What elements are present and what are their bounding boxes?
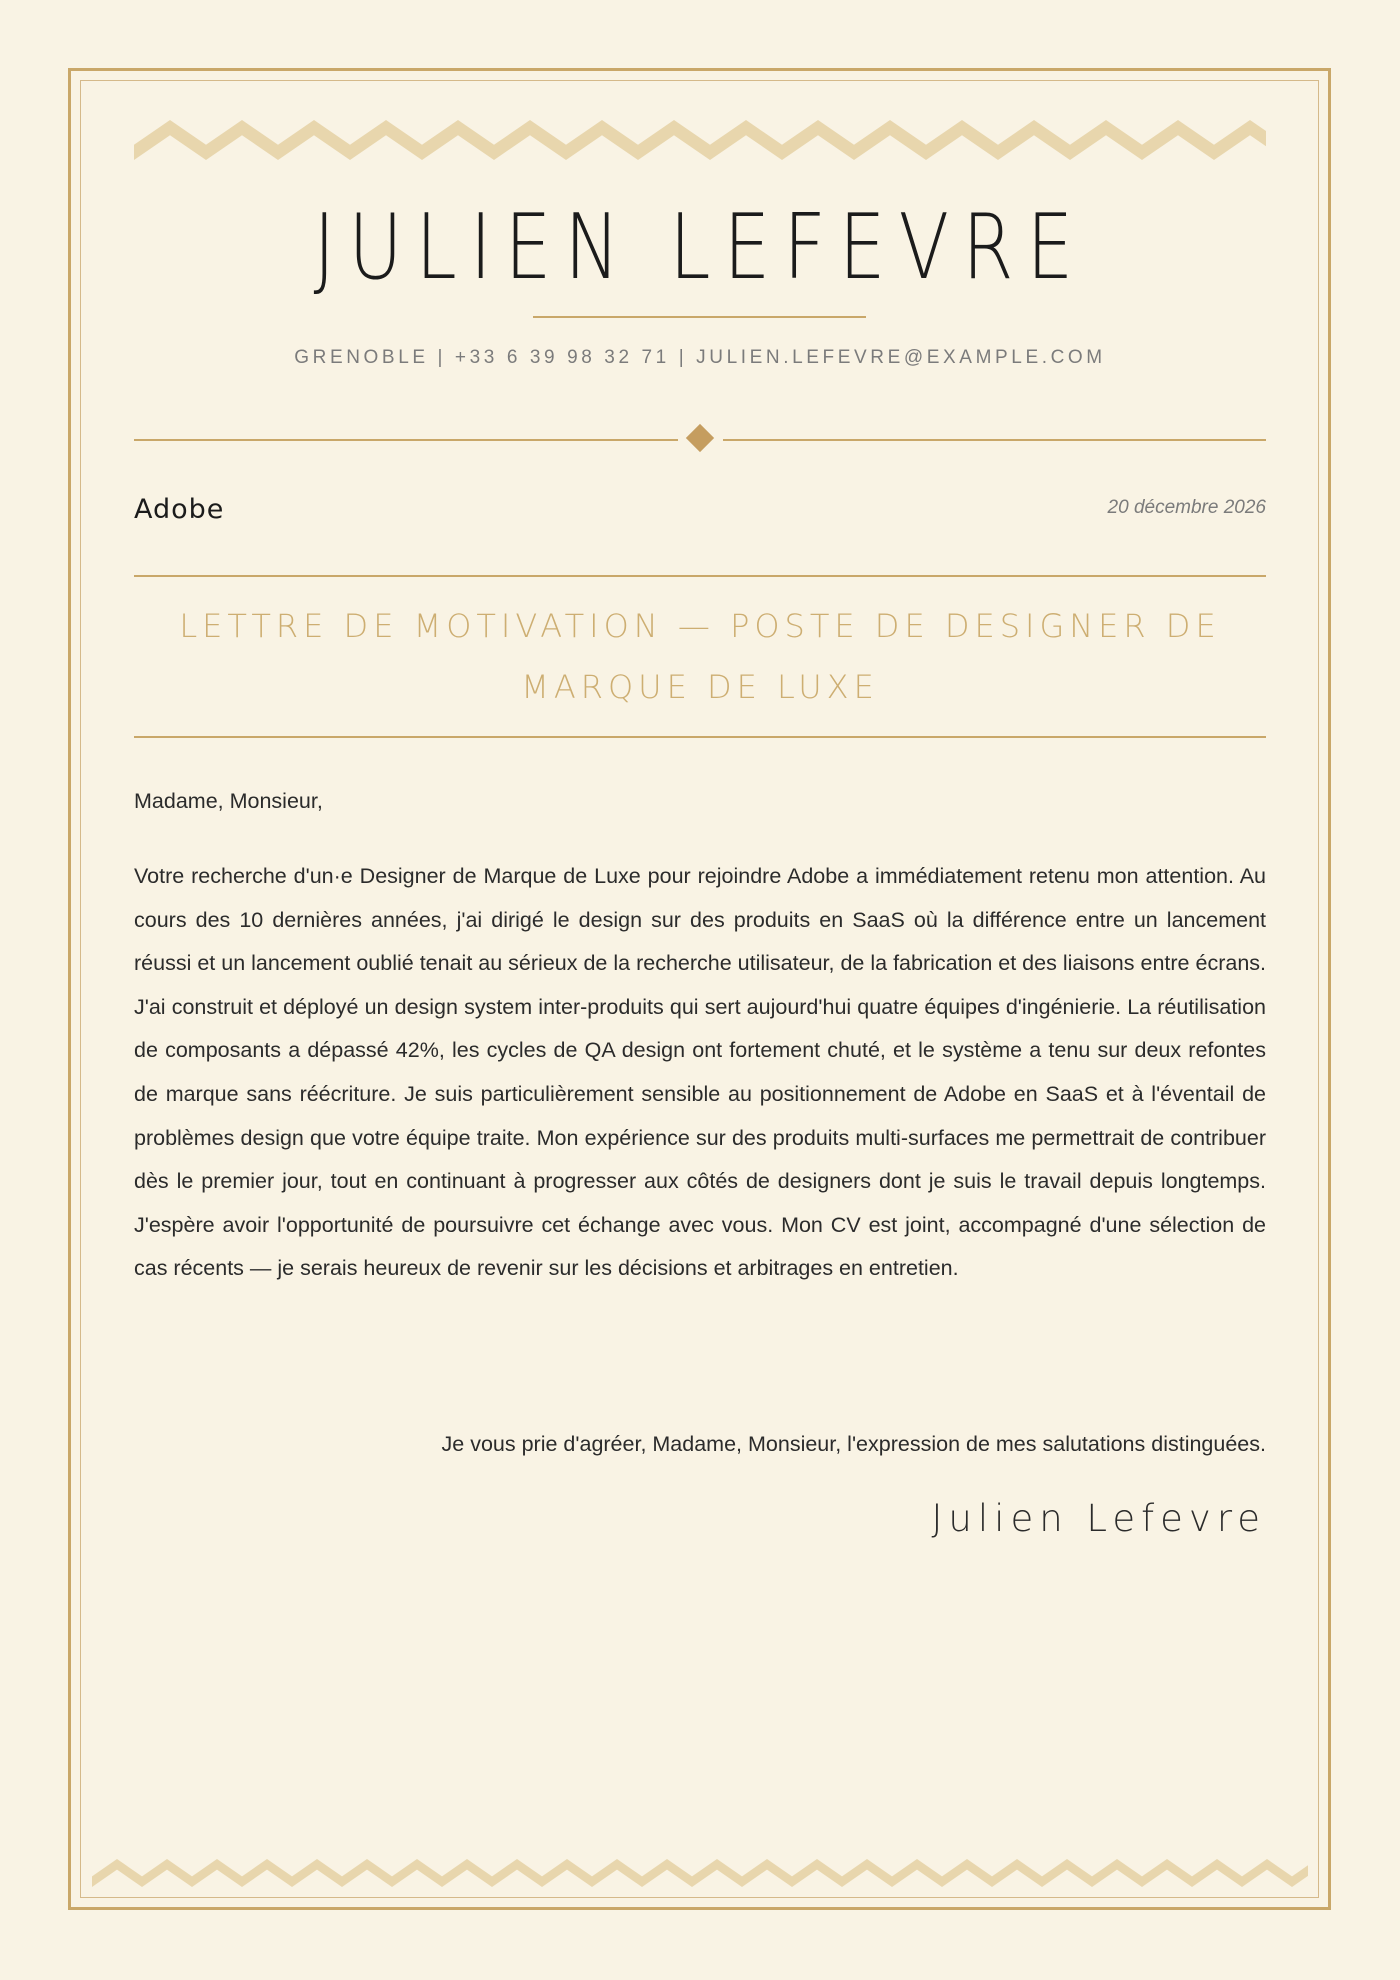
subject-rule-top (134, 575, 1266, 577)
zigzag-border-top (134, 120, 1266, 160)
divider-line-right (723, 439, 1266, 441)
letter-date: 20 décembre 2026 (1107, 497, 1266, 518)
letter-body: Votre recherche d'un·e Designer de Marque de Luxe pour rejoindre Adobe a immédiatement retenu mon attention. Au cours des 10 dernières années, j'ai dirigé le design sur des produits en SaaS où la différence entre un lancement réussi et un lancement oublié tenait au sérieux de la recherche utilisateur, de la fabrication et des liaisons entre écrans. J'ai construit et déployé un design system inter-produits qui sert aujourd'hui quatre équipes d'ingénierie. La réutilisation de composants a dépassé 42%, les cycles de QA design ont fortement chuté, et le système a tenu sur deux refontes de marque sans réécriture. Je suis particulièrement sensible au positionnement de Adobe en SaaS et à l'éventail de problèmes design que votre équipe traite. Mon expérience sur des produits multi-surfaces me permettrait de contribuer dès le premier jour, tout en continuant à progresser aux côtés de designers dont je suis le travail depuis longtemps. J'espère avoir l'opportunité de poursuivre cet échange avec vous. Mon CV est joint, accompagné d'une sélection de cas récents — je serais heureux de revenir sur les décisions et arbitrages en entretien. (134, 864, 1266, 1281)
name-underline (533, 316, 866, 318)
applicant-name: JULIEN LEFEVRE (313, 195, 1087, 300)
zigzag-border-bottom (92, 1859, 1308, 1887)
subject-rule-bottom (134, 736, 1266, 738)
contact-info: GRENOBLE | +33 6 39 98 32 71 | JULIEN.LEFEVRE@EXAMPLE.COM (294, 347, 1106, 368)
divider-line-left (134, 439, 678, 441)
recipient-company: Adobe (134, 494, 225, 525)
letter-subject: LETTRE DE MOTIVATION — POSTE DE DESIGNER DE MARQUE DE LUXE (179, 607, 1221, 706)
salutation: Madame, Monsieur, (134, 789, 323, 813)
signature: Julien Lefevre (931, 1497, 1266, 1540)
closing-formula: Je vous prie d'agréer, Madame, Monsieur, l'expression de mes salutations distinguées. (441, 1432, 1266, 1456)
